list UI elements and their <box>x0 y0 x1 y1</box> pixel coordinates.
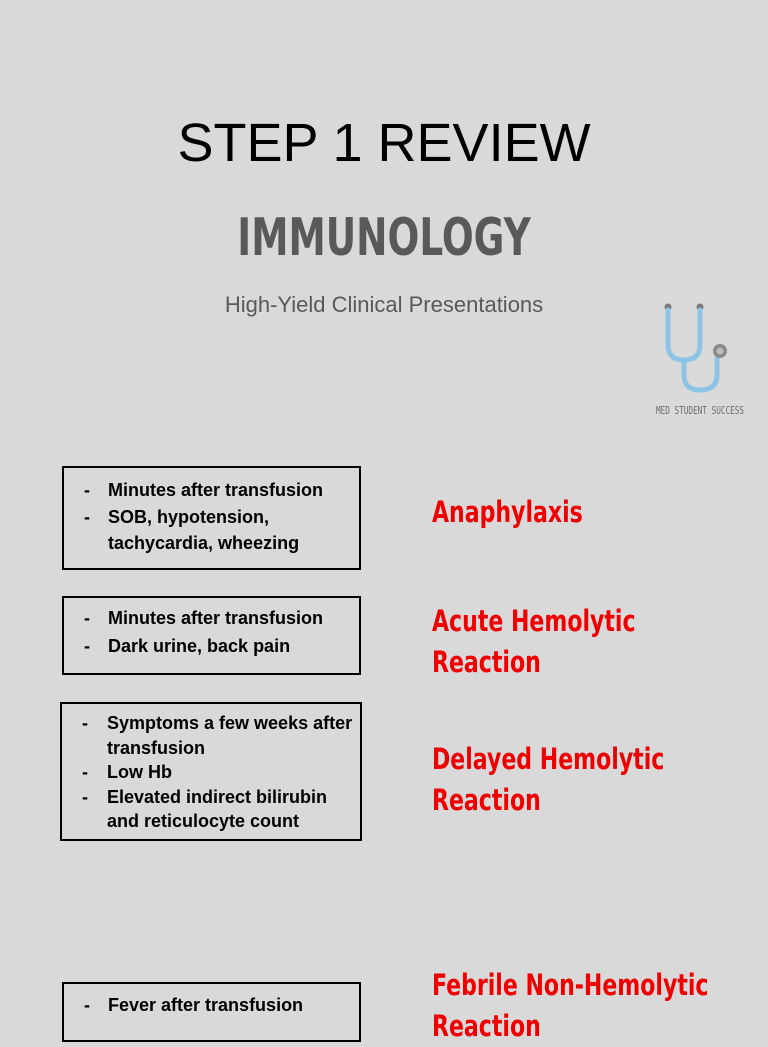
list-item: - Low Hb <box>82 762 172 782</box>
clue-box-3 <box>60 702 362 841</box>
answer-label-1: Anaphylaxis <box>432 495 583 529</box>
answer-label-2: Acute Hemolytic Reaction <box>432 604 636 679</box>
clue-box-2 <box>62 596 361 675</box>
page-title: STEP 1 REVIEW <box>177 113 591 173</box>
answer-label-4: Febrile Non-Hemolytic Reaction <box>432 968 709 1043</box>
list-item: - Minutes after transfusion <box>84 608 324 628</box>
list-item: - Symptoms a few weeks after transfusion <box>82 713 353 758</box>
answer-label-3: Delayed Hemolytic Reaction <box>432 742 665 817</box>
clue-box-1 <box>62 466 361 570</box>
logo-text: MED STUDENT SUCCESS <box>655 404 745 417</box>
brand-logo <box>625 290 768 430</box>
subject-heading: IMMUNOLOGY <box>237 208 531 268</box>
page-subtitle: High-Yield Clinical Presentations <box>224 292 544 317</box>
list-item: - Dark urine, back pain <box>84 636 291 656</box>
list-item: - Fever after transfusion <box>84 995 304 1015</box>
list-item: - SOB, hypotension, tachycardia, wheezing <box>84 506 300 553</box>
clue-box-4 <box>62 982 361 1042</box>
list-item: - Minutes after transfusion <box>84 480 324 500</box>
stethoscope-icon <box>655 300 735 400</box>
list-item: - Elevated indirect bilirubin and reticulocyte count <box>82 786 328 831</box>
